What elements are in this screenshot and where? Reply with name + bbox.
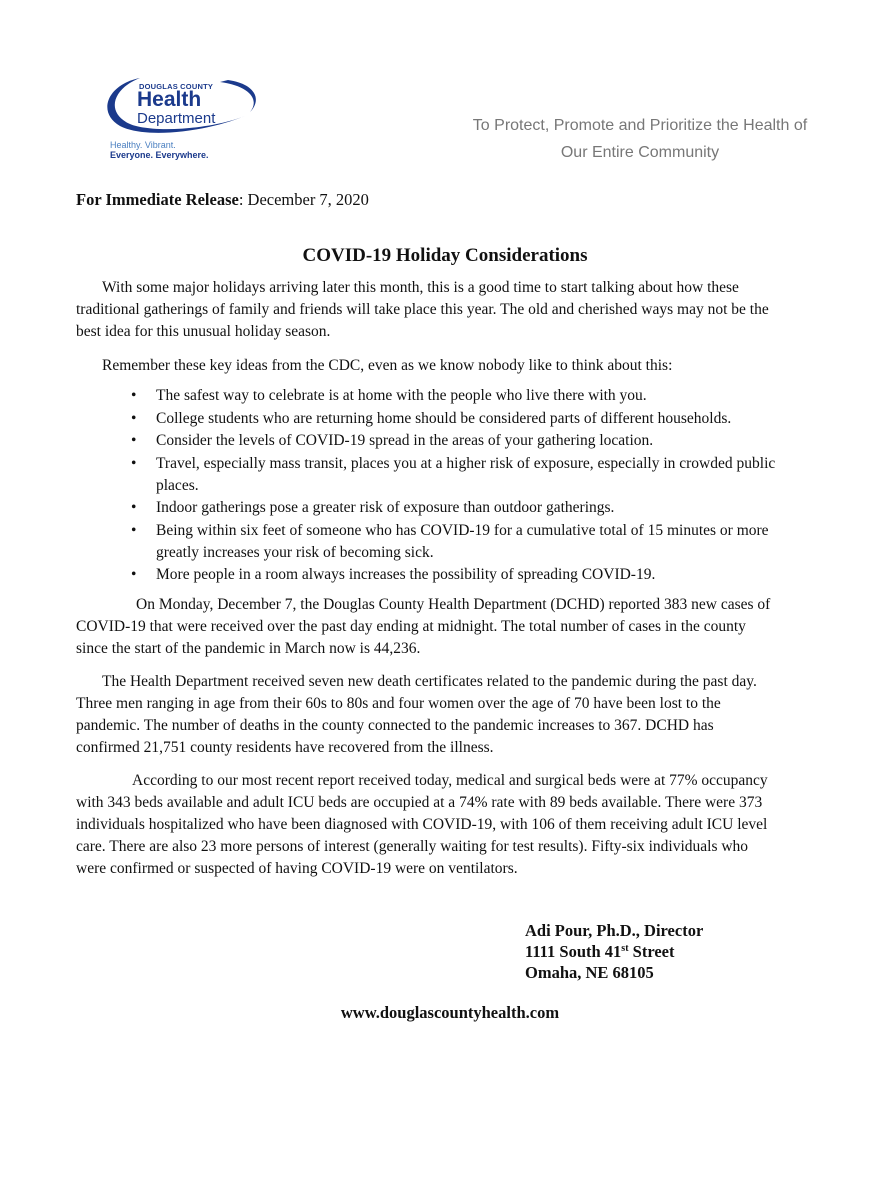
website-link[interactable]: www.douglascountyhealth.com <box>340 1003 560 1022</box>
director-name: Adi Pour, Ph.D., Director <box>525 921 704 940</box>
street-name: Street <box>628 942 675 961</box>
list-item-text: Indoor gatherings pose a greater risk of exposure than outdoor gatherings. <box>156 499 615 516</box>
logo-county-text: DOUGLAS COUNTY <box>139 82 214 91</box>
release-label: For Immediate Release <box>76 190 239 209</box>
street-address <box>525 941 703 962</box>
mission-motto <box>440 112 840 166</box>
signature-block <box>525 920 703 983</box>
bullet-icon: • <box>131 499 137 516</box>
list-item-text: The safest way to celebrate is at home with the people who live there with you. <box>156 387 647 404</box>
list-item-text: College students who are returning home should be considered parts of different households. <box>156 409 732 427</box>
logo-tagline-2: Everyone. Everywhere. <box>110 150 209 160</box>
list-item-text: More people in a room always increases the possibility of spreading COVID-19. <box>156 566 656 583</box>
deaths-paragraph: The Health Department received seven new death certificates related to the pandemic during the past day. Three men ranging in age from their 60s to 80s and four women over the age of 70 have been lost to the pandemic. The number of deaths in the county connected to the pandemic increases to 367. DCHD has confirmed 21,751 county residents have recovered from the illness. <box>76 673 757 756</box>
list-item <box>131 408 780 430</box>
list-item <box>131 497 780 519</box>
health-department-logo <box>100 74 270 164</box>
list-item <box>131 453 780 497</box>
street-number: 1111 South 41 <box>525 942 622 961</box>
logo-health-text: Health <box>137 88 202 111</box>
motto-line-2: Our Entire Community <box>560 144 720 161</box>
street-ordinal: st <box>621 943 629 954</box>
logo-department-text: Department <box>137 110 216 127</box>
bullet-icon: • <box>131 521 137 539</box>
list-item <box>131 564 780 586</box>
document-body <box>76 277 780 880</box>
cdc-key-ideas-list <box>76 385 780 586</box>
hospital-paragraph: According to our most recent report received today, medical and surgical beds were at 77% occupancy with 343 beds available and adult ICU beds are occupied at a 74% rate with 89 beds available. There were 373 individuals hospitalized who have been diagnosed with COVID-19, with 106 of them receiving adult ICU level care. There are also 23 more persons of interest (generally waiting for test results). Fifty-six individuals who were confirmed or suspected of having COVID-19 were on ventilators. <box>76 772 768 877</box>
intro-paragraph: With some major holidays arriving later this month, this is a good time to start talking about how these traditional gatherings of family and friends will take place this year. The old and cherished ways may not be the best idea for this unusual holiday season. <box>76 279 769 340</box>
release-line <box>76 190 369 210</box>
bullet-icon: • <box>131 454 137 472</box>
document-title: COVID-19 Holiday Considerations <box>302 245 588 266</box>
logo-tagline-1: Healthy. Vibrant. <box>110 140 176 150</box>
release-date: : December 7, 2020 <box>238 190 369 209</box>
list-item-text: Travel, especially mass transit, places you at a higher risk of exposure, especially in crowded public places. <box>156 454 776 494</box>
cases-paragraph: On Monday, December 7, the Douglas County Health Department (DCHD) reported 383 new cases of COVID-19 that were received over the past day ending at midnight. The total number of cases in the county since the start of the pandemic in March now is 44,236. <box>76 596 771 657</box>
bullet-icon: • <box>131 409 137 427</box>
list-item-text: Being within six feet of someone who has COVID-19 for a cumulative total of 15 minutes or more greatly increases your risk of becoming sick. <box>156 521 769 561</box>
city-address: Omaha, NE 68105 <box>525 963 654 982</box>
list-item <box>131 385 780 407</box>
bullet-icon: • <box>131 432 137 449</box>
remember-paragraph: Remember these key ideas from the CDC, even as we know nobody like to think about this: <box>102 357 673 374</box>
bullet-icon: • <box>131 566 137 583</box>
list-item <box>131 520 780 564</box>
bullet-icon: • <box>131 387 137 404</box>
list-item <box>131 430 780 452</box>
list-item-text: Consider the levels of COVID-19 spread in the areas of your gathering location. <box>156 432 654 449</box>
motto-line-1: To Protect, Promote and Prioritize the Health of <box>472 117 808 134</box>
